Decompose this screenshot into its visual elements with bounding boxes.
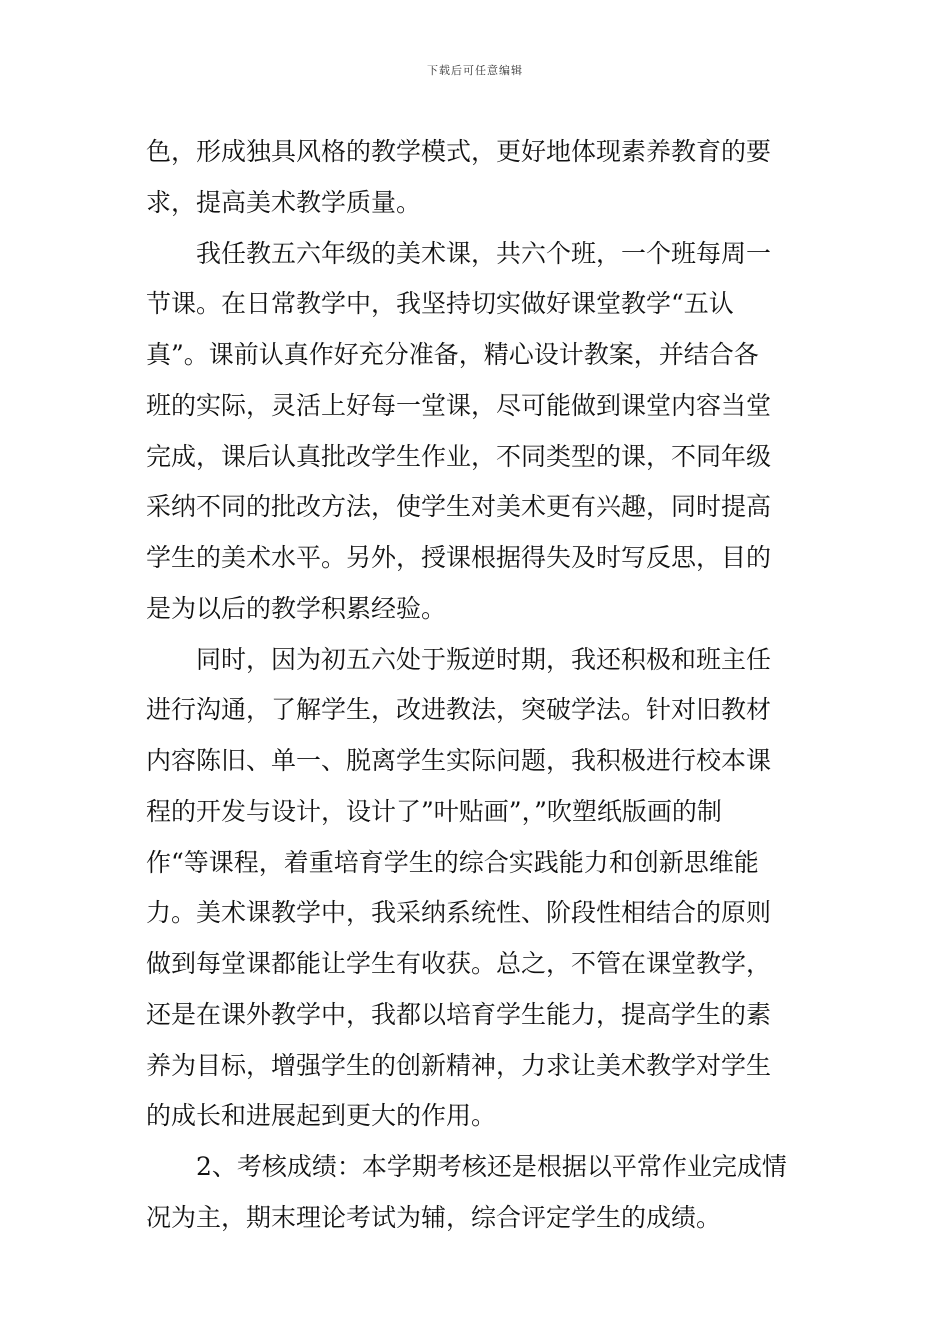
- text-line: 学生的美术水平。另外，授课根据得失及时写反思，目的: [146, 543, 772, 572]
- text-line: 求，提高美术教学质量。: [146, 187, 422, 217]
- body-text: [146, 127, 806, 1244]
- text-line: 力。美术课教学中，我采纳系统性、阶段性相结合的原则: [146, 898, 772, 928]
- text-line: 采纳不同的批改方法，使学生对美术更有兴趣，同时提高: [146, 492, 772, 522]
- text-line: 养为目标，增强学生的创新精神，力求让美术教学对学生: [146, 1050, 772, 1080]
- text-line: 进行沟通，了解学生，改进教法，突破学法。针对旧教材: [146, 695, 772, 725]
- text-line: 班的实际，灵活上好每一堂课，尽可能做到课堂内容当堂: [146, 390, 772, 420]
- text-line: 还是在课外教学中，我都以培育学生能力，提高学生的素: [146, 999, 772, 1029]
- text-line: 色，形成独具风格的教学模式，更好地体现素养教育的要: [146, 137, 772, 166]
- text-line: 作“等课程，着重培育学生的综合实践能力和创新思维能: [146, 847, 759, 877]
- text-line: 真”。课前认真作好充分准备，精心设计教案，并结合各: [146, 340, 759, 369]
- text-line: 2、考核成绩：本学期考核还是根据以平常作业完成情: [196, 1152, 787, 1181]
- page-header: 下载后可任意编辑: [427, 64, 523, 77]
- text-line: 是为以后的教学积累经验。: [146, 593, 447, 623]
- text-line: 内容陈旧、单一、脱离学生实际问题，我积极进行校本课: [146, 746, 772, 775]
- text-line: 同时，因为初五六处于叛逆时期，我还积极和班主任: [196, 644, 772, 674]
- text-line: 节课。在日常教学中，我坚持切实做好课堂教学“五认: [146, 289, 734, 319]
- text-line: 况为主，期末理论考试为辅，综合评定学生的成绩。: [146, 1202, 722, 1232]
- text-line: 完成，课后认真批改学生作业，不同类型的课，不同年级: [146, 441, 772, 471]
- text-line: 的成长和进展起到更大的作用。: [146, 1101, 497, 1131]
- text-line: 我任教五六年级的美术课，共六个班，一个班每周一: [196, 238, 772, 268]
- text-line: 做到每堂课都能让学生有收获。总之，不管在课堂教学，: [146, 949, 772, 978]
- text-line: 程的开发与设计，设计了”叶贴画”，”吹塑纸版画的制: [146, 796, 722, 826]
